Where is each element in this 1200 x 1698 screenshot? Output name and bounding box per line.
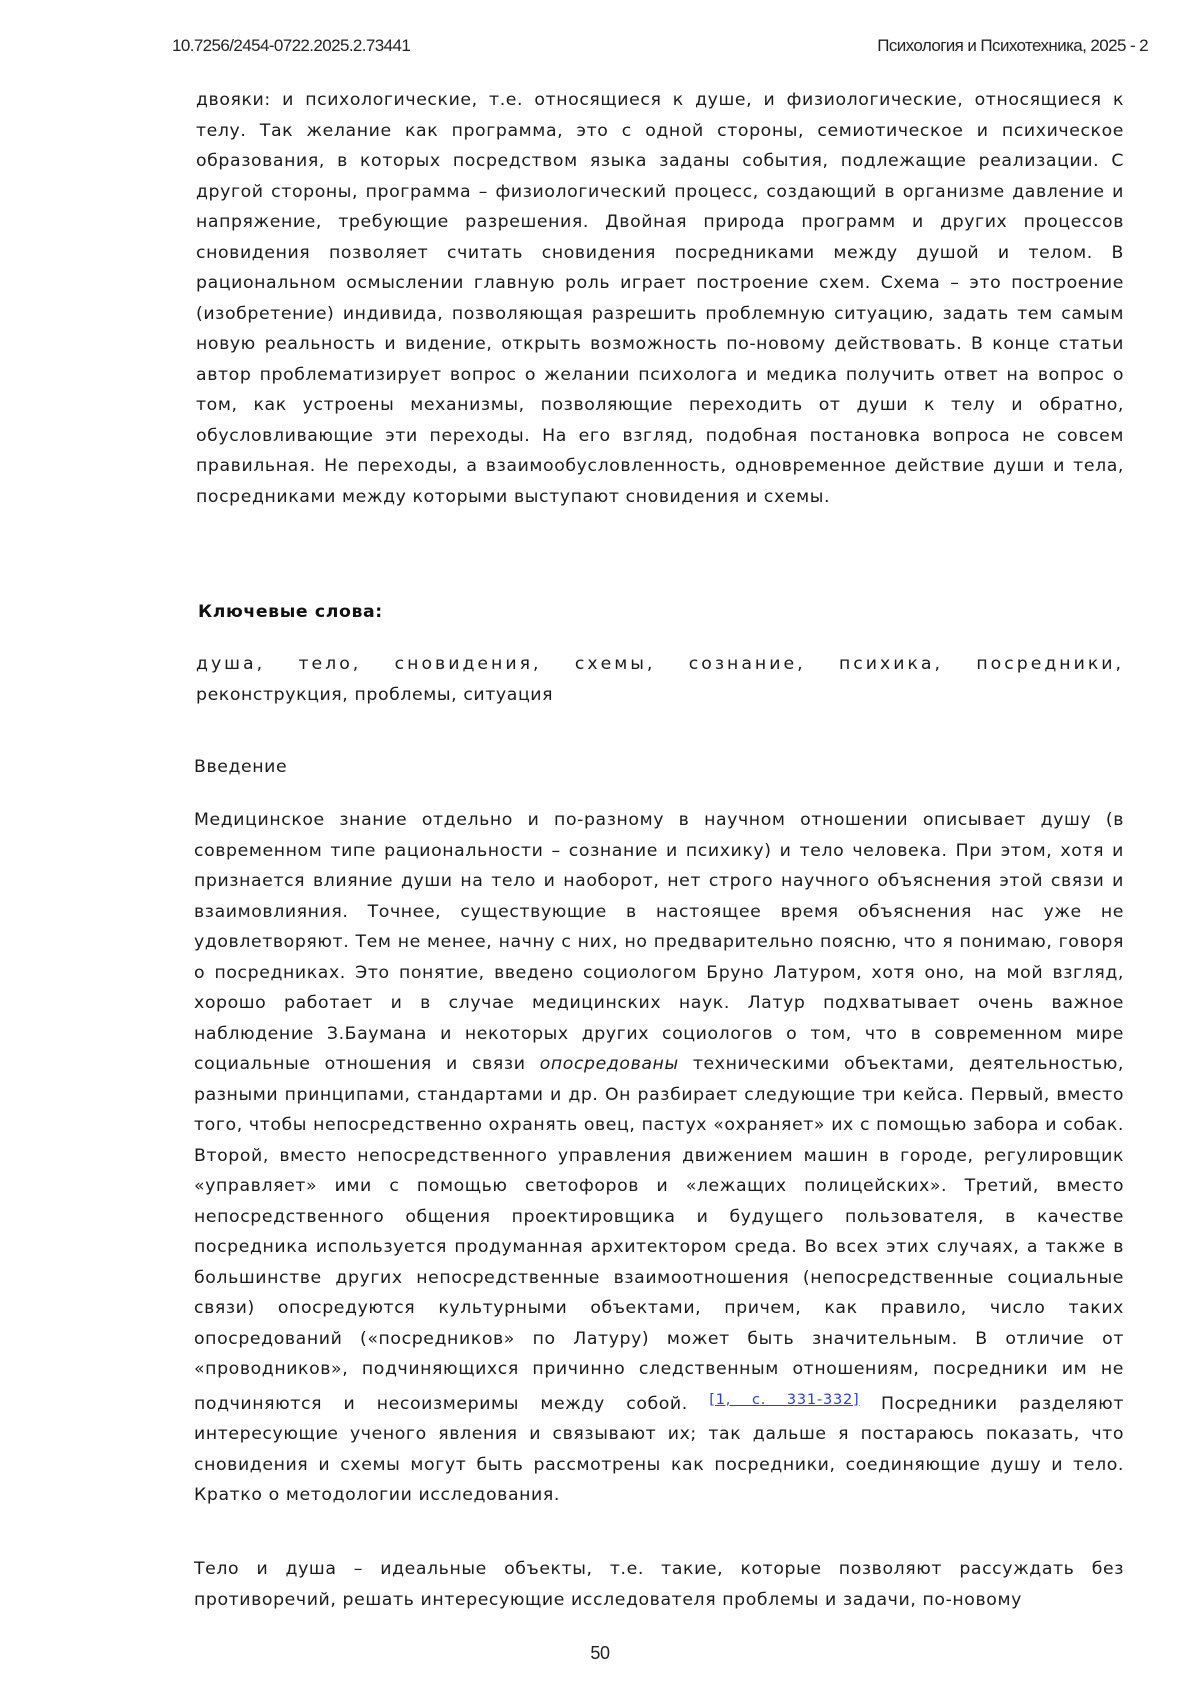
intro-paragraph-1 [194,805,1124,1511]
section-title-introduction: Введение [194,757,288,777]
keywords-list [196,649,1124,710]
intro-p1-emphasis: опосредованы [539,1054,679,1074]
abstract-paragraph: двояки: и психологические, т.е. относящиеся к душе, и физиологические, относящиеся к телу. Так желание как программа, это с одной стороны, семиотическое и психическое образования, в которых посредством языка заданы события, подлежащие реализации. С другой стороны, программа – физиологический процесс, создающий в организме давление и напряжение, требующие разрешения. Двойная природа программ и других процессов сновидения позволяет считать сновидения посредниками между душой и телом. В рациональном осмыслении главную роль играет построение схем. Схема – это построение (изобретение) индивида, позволяющая разрешить проблемную ситуацию, задать тем самым новую реальность и видение, открыть возможность по-новому действовать. В конце статьи автор проблематизирует вопрос о желании психолога и медика получить ответ на вопрос о том, как устроены механизмы, позволяющие переходить от души к телу и обратно, обусловливающие эти переходы. На его взгляд, подобная постановка вопроса не совсем правильная. Не переходы, а взаимообусловленность, одновременное действие души и тела, посредниками между которыми выступают сновидения и схемы. [196,90,1124,507]
doi-header: 10.7256/2454-0722.2025.2.73441 [172,36,411,55]
citation-link[interactable]: [1, с. 331-332] [709,1391,860,1408]
journal-header: Психология и Психотехника, 2025 - 2 [877,36,1148,55]
keywords-rest: реконструкция, проблемы, ситуация [196,684,554,705]
intro-paragraph-2: Тело и душа – идеальные объекты, т.е. такие, которые позволяют рассуждать без противоречий, решать интересующие исследователя проблемы и задачи, по-новому [194,1559,1124,1610]
page-number: 50 [590,1643,610,1663]
intro-p1-part1: Медицинское знание отдельно и по-разному в научном отношении описывает душу (в современном типе рациональности – сознание и психику) и тело человека. При этом, хотя и признается влияние души на тело и наоборот, нет строго научного объяснения этой связи и взаимовлияния. Точнее, существующие в настоящее время объяснения нас уже не удовлетворяют. Тем не менее, начну с них, но предварительно поясню, что я понимаю, говоря о посредниках. Это понятие, введено социологом Бруно Латуром, хотя оно, на мой взгляд, хорошо работает и в случае медицинских наук. Латур подхватывает очень важное наблюдение З.Баумана и некоторых других социологов о том, что в современном мире социальные отношения и связи [194,810,1124,1074]
keywords-spaced: душа, тело, сновидения, схемы, сознание, психика, посредники, [196,654,1124,674]
intro-p1-part2: техническими объектами, деятельностью, разными принципами, стандартами и др. Он разбирает следующие три кейса. Первый, вместо того, чтобы непосредственно охранять овец, пастух «охраняет» их с помощью забора и собак. Второй, вместо непосредственного управления движением машин в городе, регулировщик «управляет» ими с помощью светофоров и «лежащих полицейских». Третий, вместо непосредственного общения проектировщика и будущего пользователя, в качестве посредника используется продуманная архитектором среда. Во всех этих случаях, а также в большинстве других непосредственные взаимоотношения (непосредственные социальные связи) опосредуются культурными объектами, причем, как правило, число таких опосредований («посредников» по Латуру) может быть значительным. В отличие от «проводников», подчиняющихся причинно следственным отношениям, посредники им не подчиняются и несоизмеримы между собой. [194,1054,1124,1414]
keywords-title: Ключевые слова: [198,602,383,622]
intro-p1-part3: Посредники разделяют интересующие ученого явления и связывают их; так дальше я постараюсь показать, что сновидения и схемы могут быть рассмотрены как посредники, соединяющие душу и тело. Кратко о методологии исследования. [194,1393,1124,1505]
